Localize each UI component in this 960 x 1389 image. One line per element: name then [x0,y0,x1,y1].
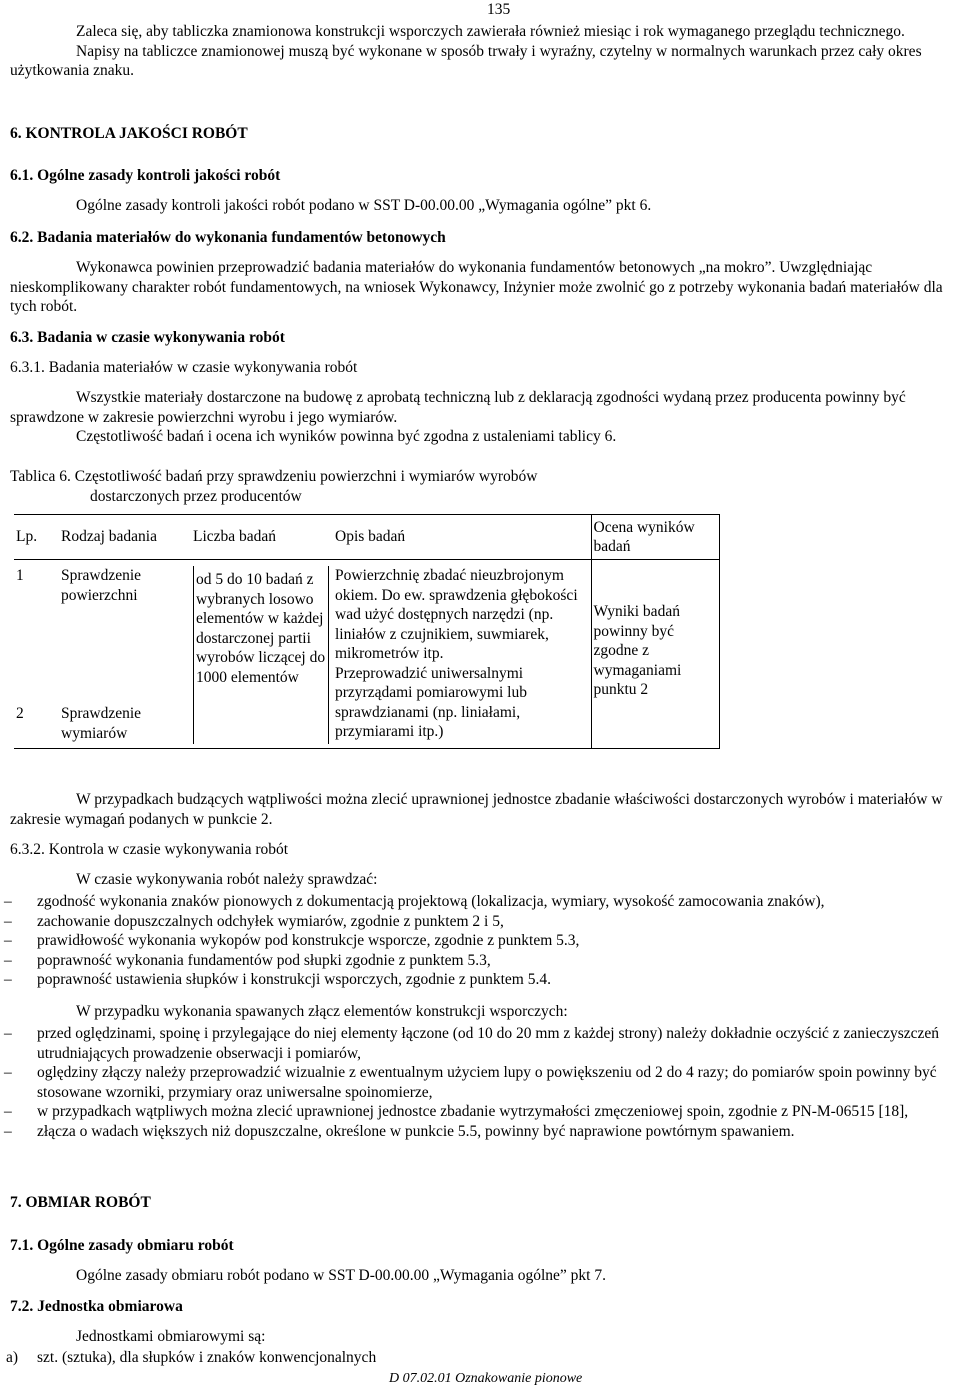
row-2-type: Sprawdzenie wymiarów [61,705,142,742]
table-caption-line-2: dostarczonych przez producentów [90,487,302,505]
row-2-lp: 2 [16,705,24,722]
list-item: – zachowanie dopuszczalnych odchyłek wymiarów, zgodnie z punktem 2 i 5, [10,912,953,932]
page-footer: D 07.02.01 Oznakowanie pionowe [389,1371,583,1386]
section-7-2-intro: Jednostkami obmiarowymi są: [76,1328,266,1345]
intro-paragraph-2: Napisy na tabliczce znamionowej muszą być wykonane w sposób trwały i wyraźny, czytelny w normalnych warunkach przez cały okres użytkowania znaku. [10,42,922,79]
section-6-2-text: Wykonawca powinien przeprowadzić badania materiałów do wykonania fundamentów betonowych „na mokro”. Uwzględniając nieskomplikowany charakter robót fundamentowych, na wniosek Wykonawcy, Inżynier może zwolnić go z potrzeby wykonania badań materiałów dla tych robót. [10,259,943,315]
table-cell-result: Wyniki badań powinny być zgodne z wymaganiami punktu 2 [591,560,719,749]
document-page [6,0,953,1386]
table-caption-line-1: Tablica 6. Częstotliwość badań przy sprawdzeniu powierzchni i wymiarów wyrobów [10,468,538,485]
welding-intro: W przypadku wykonania spawanych złącz elementów konstrukcji wsporczych: [76,1003,568,1020]
table-6 [14,514,949,749]
welding-list [10,1024,953,1141]
list-marker-a: a) [6,1349,19,1366]
intro-paragraph-1: Zaleca się, aby tabliczka znamionowa konstrukcji wsporczych zawierała również miesiąc i rok wymaganego przeglądu technicznego. [76,23,905,40]
section-6-3-heading: 6.3. Badania w czasie wykonywania robót [10,329,285,346]
header-type: Rodzaj badania [59,515,191,560]
header-lp: Lp. [14,515,59,560]
table-caption [10,467,953,506]
list-item: – przed oględzinami, spoinę i przylegające do niej elementy łączone (od 10 do 20 mm z każdej strony) należy dokładnie oczyścić z zanieczyszczeń utrudniających prowadzenie obserwacji i pomiarów, [10,1024,953,1063]
section-7-1-text: Ogólne zasady obmiaru robót podano w SST D-00.00.00 „Wymagania ogólne” pkt 7. [76,1267,606,1284]
section-6-heading: 6. KONTROLA JAKOŚCI ROBÓT [10,125,248,142]
section-6-3-1-paragraph-2: Częstotliwość badań i ocena ich wyników powinna być zgodna z ustaleniami tablicy 6. [76,428,617,445]
list-item: – zgodność wykonania znaków pionowych z dokumentacją projektową (lokalizacja, wymiary, wysokość zamocowania znaków), [10,892,953,912]
section-6-1-heading: 6.1. Ogólne zasady kontroli jakości robót [10,167,281,184]
row-1-lp: 1 [16,567,24,584]
table-cell-count [191,560,333,749]
section-6-2-heading: 6.2. Badania materiałów do wykonania fundamentów betonowych [10,229,446,246]
section-7-heading: 7. OBMIAR ROBÓT [10,1194,151,1211]
list-item: – poprawność wykonania fundamentów pod słupki zgodnie z punktem 5.3, [10,951,953,971]
header-count: Liczba badań [191,515,333,560]
section-6-1-text: Ogólne zasady kontroli jakości robót podano w SST D-00.00.00 „Wymagania ogólne” pkt 6. [76,197,652,214]
section-6-3-2-intro: W czasie wykonywania robót należy sprawdzać: [76,871,378,888]
list-item: – złącza o wadach większych niż dopuszczalne, określone w punkcie 5.5, powinny być naprawione powtórnym spawaniem. [10,1122,953,1142]
row-1-type: Sprawdzenie powierzchni [61,567,142,604]
table-header-row [14,515,949,560]
section-6-3-1-paragraph-1: Wszystkie materiały dostarczone na budowę z aprobatą techniczną lub z deklaracją zgodności wydaną przez producenta powinny być sprawdzone w zakresie powierzchni wyrobu i jego wymiarów. [10,389,906,426]
list-item: – prawidłowość wykonania wykopów pod konstrukcje wsporcze, zgodnie z punktem 5.3, [10,931,953,951]
header-result: Ocena wyników badań [591,515,719,560]
section-6-3-1-title: 6.3.1. Badania materiałów w czasie wykonywania robót [10,359,358,376]
list-item-a-text: szt. (sztuka), dla słupków i znaków konwencjonalnych [37,1349,377,1366]
section-6-3-1-body [10,388,953,447]
table-cell-description [333,560,591,749]
table-body-row [14,560,949,749]
section-7-1-heading: 7.1. Ogólne zasady obmiaru robót [10,1237,234,1254]
count-text: od 5 do 10 badań z wybranych losowo elementów w każdej dostarczonej partii wyrobów liczącej do 1000 elementów [193,566,329,744]
description-2: Przeprowadzić uniwersalnymi przyrządami pomiarowymi lub sprawdzianami (np. liniałami, przymiarami itp.) [335,664,527,740]
section-6-3-2-heading [10,840,953,860]
table-cell-type [59,560,191,749]
page-number: 135 [487,1,511,18]
control-list [10,892,953,990]
table-cell-lp [14,560,59,749]
header-description: Opis badań [333,515,591,560]
section-6-3-1-heading [10,358,953,378]
list-item: – w przypadkach wątpliwych można zlecić uprawnionej jednostce zbadanie wytrzymałości zmęczeniowej spoin, zgodnie z PN-M-06515 [18], [10,1102,953,1122]
list-item: – oględziny złączy należy przeprowadzić wizualnie z ewentualnym użyciem lupy o powiększeniu od 2 do 4 razy; do pomiarów spoin powinny być stosowane wzorniki, przymiary oraz uniwersalne spoinomierze, [10,1063,953,1102]
section-6-3-2-title: 6.3.2. Kontrola w czasie wykonywania robót [10,841,289,858]
intro-section [10,22,953,81]
section-7-2-heading: 7.2. Jednostka obmiarowa [10,1298,183,1315]
list-item: – poprawność ustawienia słupków i konstrukcji wsporczych, zgodnie z punktem 5.4. [10,970,953,990]
section-7-2-item-a [6,1348,960,1368]
after-table-text: W przypadkach budzących wątpliwości można zlecić uprawnionej jednostce zbadanie właściwości dostarczonych wyrobów i materiałów w zakresie wymagań podanych w punkcie 2. [10,791,943,828]
description-1: Powierzchnię zbadać nieuzbrojonym okiem. Do ew. sprawdzenia głębokości wad użyć dostępnych narzędzi (np. liniałów z czujnikiem, suwmiarek, mikrometrów itp. [335,567,578,662]
